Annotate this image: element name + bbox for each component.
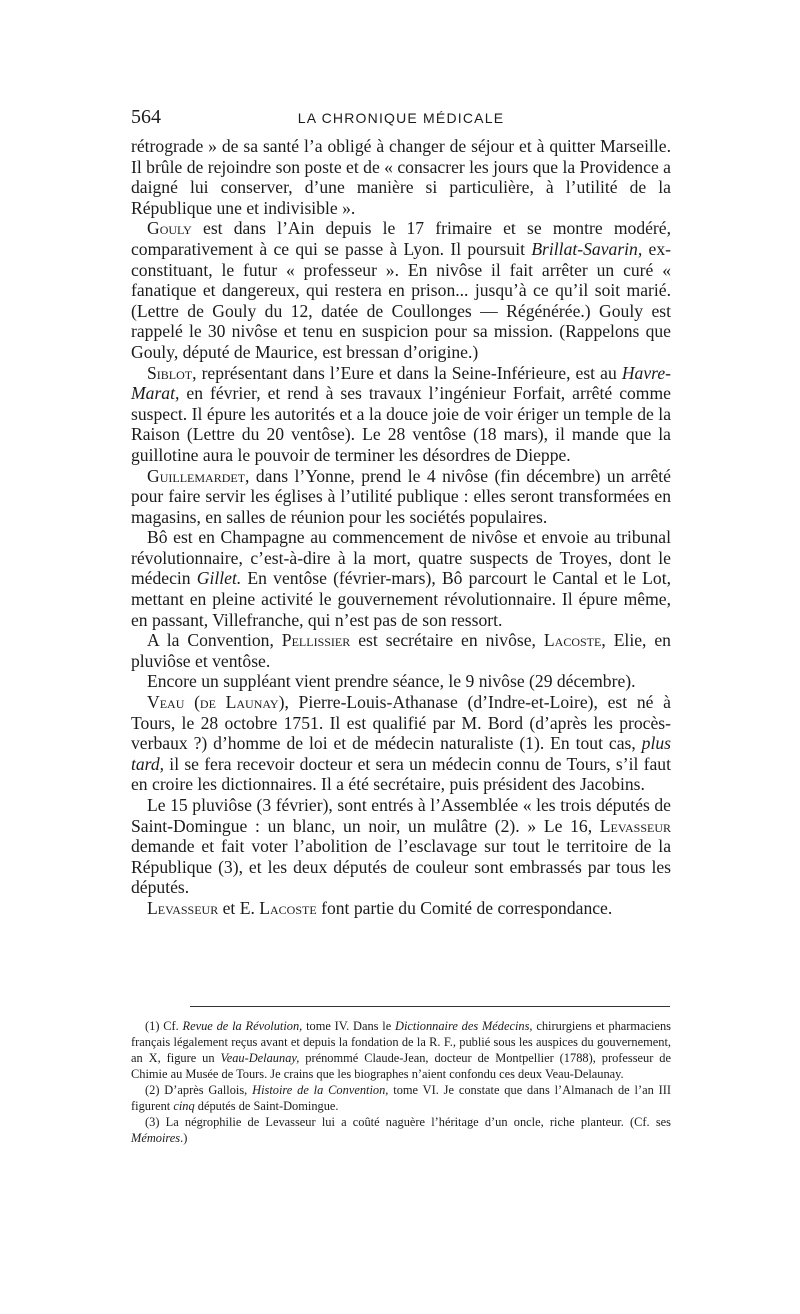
person-name: Lacoste bbox=[259, 897, 317, 918]
text-run: chirurgiens et pharmaciens français légalement reçus avant et depuis la fondation de la R. F., publié sous les auspices du gouvernement, an X, figure un bbox=[131, 1019, 671, 1065]
text-run: dans l’Yonne, prend le 4 nivôse (fin décembre) un arrêté pour faire servir les églises à l’utilité publique : elles seront transformées en magasins, en salles de réunion pour les sociétés populaires. bbox=[131, 465, 671, 527]
italic-title: Dictionnaire des Médecins, bbox=[395, 1019, 533, 1033]
paragraph-continuation bbox=[131, 136, 671, 218]
text-run: Bô est en Champagne au commencement de nivôse et envoie au tribunal révolutionnaire, c’est-à-dire à la mort, quatre suspects de Troyes, dont le médecin bbox=[131, 527, 671, 589]
text-run: prénommé Claude-Jean, docteur de Montpellier (1788), professeur de Chimie au Musée de Tours. Je crains que les biographes n’aient confondu ces deux Veau-Delaunay. bbox=[131, 1051, 672, 1081]
person-name: Pellissier bbox=[281, 630, 351, 651]
person-name: Guillemardet, bbox=[147, 465, 250, 486]
italic-place: Havre-Marat, bbox=[131, 362, 671, 404]
italic-title: Mémoires bbox=[131, 1131, 181, 1145]
text-run: ex-constituant, le futur « professeur ». En nivôse il fait arrêter un curé « fanatique et dangereux, qui restera en prison... jusqu’à ce qu’il soit marié. (Lettre de Gouly du 12, datée de Coullonges — Régénérée.) Gouly est rappelé le 30 nivôse et tenu en suspicion pour sa mission. (Rappelons que Gouly, député de Maurice, est bressan d’origine.) bbox=[131, 238, 671, 362]
paragraph-convention bbox=[131, 630, 671, 671]
text-run: rétrograde » de sa santé l’a obligé à changer de séjour et à quitter Marseille. Il brûle de rejoindre son poste et de « consacrer les jours que la Providence a daigné lui conserver, d’une manière si particulière, à l’utilité de la République une et indivisible ». bbox=[131, 136, 671, 218]
person-name: Lacoste, bbox=[543, 630, 606, 651]
text-run: tome VI. Je constate que dans l’Almanach de l’an III figurent bbox=[131, 1083, 671, 1113]
italic-phrase: plus tard, bbox=[131, 733, 671, 774]
paragraph-saint-domingue bbox=[131, 795, 671, 898]
page-header bbox=[131, 106, 671, 128]
footnote-1 bbox=[131, 1018, 671, 1082]
text-run: En ventôse (février-mars), Bô parcourt le Cantal et le Lot, mettant en pleine activité le gouvernement révolutionnaire. Il épure même, en passant, Villefranche, qui n’est pas de son ressort. bbox=[131, 568, 672, 630]
main-text bbox=[131, 136, 671, 919]
running-title: LA CHRONIQUE MÉDICALE bbox=[297, 110, 505, 126]
text-run: en février, et rend à ses travaux l’ingénieur Forfait, arrêté comme suspect. Il épure les autorités et a la douce joie de voir ériger un temple de la Raison (Lettre du 20 ventôse). Le 28 ventôse (18 mars), il mande que la guillotine aura le pouvoir de terminer les désordres de Dieppe. bbox=[131, 383, 671, 465]
text-run: (1) Cf. bbox=[145, 1019, 183, 1033]
text-run: demande et fait voter l’abolition de l’esclavage sur tout le territoire de la République (3), et les deux députés de couleur sont embrassés par tous les députés. bbox=[131, 836, 671, 898]
italic-title: Histoire de la Convention, bbox=[252, 1083, 389, 1097]
italic-word: cinq bbox=[173, 1099, 195, 1113]
italic-name: Brillat-Savarin, bbox=[531, 238, 643, 259]
text-run: et E. bbox=[218, 897, 260, 918]
text-run: députés de Saint-Domingue. bbox=[194, 1099, 339, 1113]
footnotes bbox=[131, 1018, 671, 1146]
text-run: tome IV. Dans le bbox=[302, 1019, 395, 1033]
text-run: est secrétaire en nivôse, bbox=[350, 630, 544, 651]
paragraph-gouly bbox=[131, 218, 671, 362]
text-run: Pierre-Louis-Athanase (d’Indre-et-Loire), est né à Tours, le 28 octobre 1751. Il est qualifié par M. Bord (d’après les procès-verbaux ?) d’homme de loi et de médecin naturaliste (1). En tout cas, bbox=[131, 692, 671, 754]
paragraph-guillemardet bbox=[131, 466, 671, 528]
footnote-divider bbox=[190, 1006, 670, 1007]
text-run: (3) La négrophilie de Levasseur lui a coûté naguère l’héritage d’un oncle, riche planteur. (Cf. ses bbox=[145, 1115, 671, 1129]
text-run: il se fera recevoir docteur et sera un médecin connu de Tours, s’il faut en croire les dictionnaires. Il a été secrétaire, puis président des Jacobins. bbox=[131, 753, 671, 795]
person-name: Siblot, bbox=[147, 362, 197, 383]
footnote-3 bbox=[131, 1114, 671, 1146]
italic-name: Gillet. bbox=[196, 568, 242, 589]
person-name: Levasseur bbox=[147, 897, 219, 918]
footnote-2 bbox=[131, 1082, 671, 1114]
text-run: Le 15 pluviôse (3 février), sont entrés à l’Assemblée « les trois députés de Saint-Domingue : un blanc, un noir, un mulâtre (2). » Le 16, bbox=[131, 795, 671, 836]
person-name: Levasseur bbox=[599, 815, 671, 836]
paragraph-comite bbox=[131, 898, 671, 919]
paragraph-veau bbox=[131, 692, 671, 795]
person-name: Veau (de Launay), bbox=[147, 692, 289, 713]
page-number: 564 bbox=[131, 106, 161, 128]
paragraph-bo bbox=[131, 527, 671, 630]
paragraph-siblot bbox=[131, 363, 671, 466]
text-run: .) bbox=[180, 1131, 188, 1145]
person-name: Gouly bbox=[147, 218, 192, 239]
italic-title: Revue de la Révolution, bbox=[182, 1019, 303, 1033]
paragraph-suppleant bbox=[131, 671, 671, 692]
text-run: (2) D’après Gallois, bbox=[145, 1083, 253, 1097]
text-run: représentant dans l’Eure et dans la Seine-Inférieure, est au bbox=[196, 362, 622, 383]
text-run: font partie du Comité de correspondance. bbox=[316, 897, 613, 918]
text-run: Elie, en pluviôse et ventôse. bbox=[131, 630, 671, 671]
text-run: est dans l’Ain depuis le 17 frimaire et se montre modéré, comparativement à ce qui se passe à Lyon. Il poursuit bbox=[131, 218, 671, 259]
text-run: A la Convention, bbox=[147, 630, 282, 651]
text-run: Encore un suppléant vient prendre séance, le 9 nivôse (29 décembre). bbox=[147, 671, 636, 692]
italic-name: Veau-Delaunay, bbox=[220, 1051, 300, 1065]
